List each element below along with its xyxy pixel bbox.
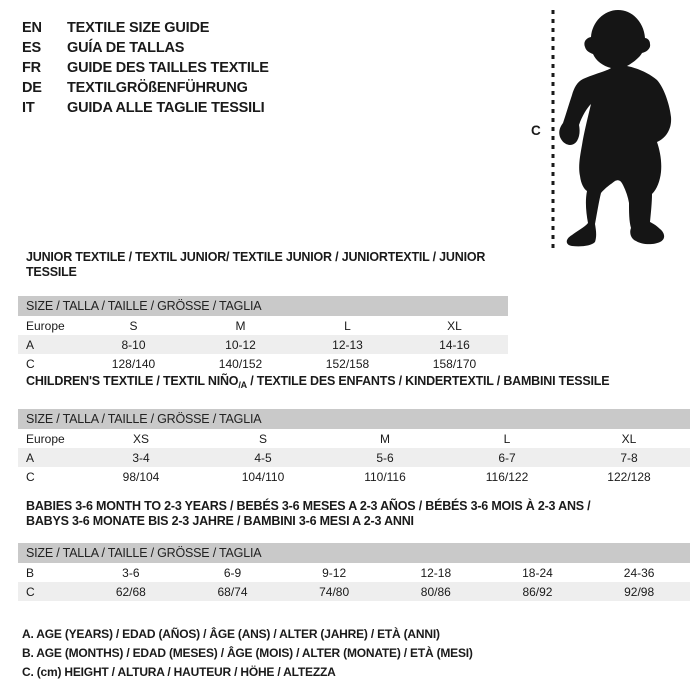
size-cell: 104/110 — [241, 469, 285, 484]
children-textile-section — [18, 374, 690, 486]
footnotes — [22, 625, 473, 682]
size-cell: S — [129, 318, 138, 333]
size-header-row — [18, 543, 690, 563]
junior-table-title: JUNIOR TEXTILE / TEXTIL JUNIOR/ TEXTILE JUNIOR / JUNIORTEXTIL / JUNIOR TESSILE — [26, 250, 486, 279]
size-cell: XS — [132, 431, 149, 446]
footnote-b: B. AGE (MONTHS) / EDAD (MESES) / ÂGE (MOIS) / ALTER (MONATE) / ETÀ (MESI) — [22, 646, 473, 660]
table-row — [18, 316, 508, 335]
row-label: A — [18, 335, 80, 354]
row-label: C — [26, 356, 35, 371]
table-row — [18, 467, 690, 486]
babies-size-table — [18, 543, 690, 601]
row-label: C — [18, 582, 80, 601]
size-cell: 18-24 — [522, 565, 553, 580]
size-cell: 12-13 — [294, 335, 401, 354]
toddler-height-figure — [530, 4, 700, 252]
size-cell: 62/68 — [80, 582, 182, 601]
language-code: IT — [22, 100, 35, 116]
size-cell: 74/80 — [283, 582, 385, 601]
size-cell: 10-12 — [187, 335, 294, 354]
babies-textile-section — [18, 499, 690, 601]
language-code: DE — [22, 80, 42, 96]
children-title-sub: /A — [238, 380, 247, 390]
toddler-silhouette — [559, 10, 671, 246]
language-label: GUIDA ALLE TAGLIE TESSILI — [67, 100, 265, 116]
language-row-es — [22, 38, 269, 58]
size-cell: S — [258, 431, 267, 446]
children-size-table — [18, 409, 690, 486]
junior-size-table — [18, 296, 508, 373]
size-cell: 24-36 — [623, 565, 655, 580]
size-cell: XL — [447, 318, 462, 333]
size-cell: 98/104 — [122, 469, 160, 484]
size-cell: L — [503, 431, 511, 446]
size-cell: 3-4 — [80, 448, 202, 467]
babies-table-title — [18, 499, 690, 529]
size-cell: 92/98 — [588, 582, 690, 601]
children-title-pre: CHILDREN'S TEXTILE / TEXTIL NIÑO — [26, 374, 239, 388]
size-cell: 7-8 — [568, 448, 690, 467]
children-title-post: / TEXTILE DES ENFANTS / KINDERTEXTIL / BAMBINI TESSILE — [246, 374, 610, 388]
row-label: B — [26, 565, 35, 580]
height-measure-label: C — [531, 123, 541, 138]
row-label: Europe — [26, 431, 65, 446]
size-cell: 86/92 — [487, 582, 589, 601]
size-header: SIZE / TALLA / TAILLE / GRÖSSE / TAGLIA — [18, 409, 690, 429]
language-label: TEXTILE SIZE GUIDE — [67, 20, 210, 36]
row-label: Europe — [26, 318, 65, 333]
size-cell: 12-18 — [420, 565, 452, 580]
language-row-it — [22, 98, 269, 118]
language-label: TEXTILGRÖßENFÜHRUNG — [67, 80, 248, 96]
language-label: GUÍA DE TALLAS — [67, 40, 185, 56]
size-cell: 152/158 — [325, 356, 370, 371]
language-code: ES — [22, 40, 41, 56]
footnote-a: A. AGE (YEARS) / EDAD (AÑOS) / ÂGE (ANS) / ALTER (JAHRE) / ETÀ (ANNI) — [22, 627, 440, 641]
size-header: SIZE / TALLA / TAILLE / GRÖSSE / TAGLIA — [18, 296, 508, 316]
size-cell: L — [344, 318, 351, 333]
language-code: FR — [22, 60, 41, 76]
size-cell: 128/140 — [111, 356, 156, 371]
size-cell: 80/86 — [385, 582, 487, 601]
table-row — [18, 582, 690, 601]
size-cell: 6-7 — [446, 448, 568, 467]
size-cell: 122/128 — [607, 469, 651, 484]
row-label: C — [26, 469, 35, 484]
children-table-title — [18, 374, 690, 393]
babies-title-line1: BABIES 3-6 MONTH TO 2-3 YEARS / BEBÉS 3-6 MESES A 2-3 AÑOS / BÉBÉS 3-6 MOIS À 2-3 ANS / — [26, 499, 591, 513]
size-cell: 158/170 — [432, 356, 477, 371]
table-row — [18, 429, 690, 448]
babies-title-line2: BABYS 3-6 MONATE BIS 2-3 JAHRE / BAMBINI 3-6 MESI A 2-3 ANNI — [26, 514, 414, 528]
size-cell: XL — [621, 431, 637, 446]
size-cell: 3-6 — [122, 565, 140, 580]
row-label: A — [18, 448, 80, 467]
size-cell: 68/74 — [182, 582, 284, 601]
table-row — [18, 354, 508, 373]
size-header-row — [18, 296, 508, 316]
size-cell: 14-16 — [401, 335, 508, 354]
size-cell: 6-9 — [223, 565, 242, 580]
size-cell: M — [235, 318, 246, 333]
size-header-row — [18, 409, 690, 429]
size-cell: 116/122 — [485, 469, 529, 484]
footnote-c: C. (cm) HEIGHT / ALTURA / HAUTEUR / HÖHE / ALTEZZA — [22, 665, 336, 679]
language-label: GUIDE DES TAILLES TEXTILE — [67, 60, 269, 76]
size-cell: M — [380, 431, 390, 446]
language-code: EN — [22, 20, 42, 36]
size-cell: 9-12 — [322, 565, 347, 580]
junior-textile-section — [18, 250, 508, 373]
toddler-silhouette-graphic — [530, 4, 700, 252]
table-row — [18, 563, 690, 582]
size-cell: 110/116 — [364, 469, 406, 484]
size-cell: 8-10 — [80, 335, 187, 354]
language-row-fr — [22, 58, 269, 78]
table-row — [18, 335, 508, 354]
size-cell: 140/152 — [218, 356, 263, 371]
size-cell: 5-6 — [324, 448, 446, 467]
size-header: SIZE / TALLA / TAILLE / GRÖSSE / TAGLIA — [18, 543, 690, 563]
language-list — [22, 18, 269, 118]
table-row — [18, 448, 690, 467]
size-cell: 4-5 — [202, 448, 324, 467]
language-row-en — [22, 18, 269, 38]
language-row-de — [22, 78, 269, 98]
